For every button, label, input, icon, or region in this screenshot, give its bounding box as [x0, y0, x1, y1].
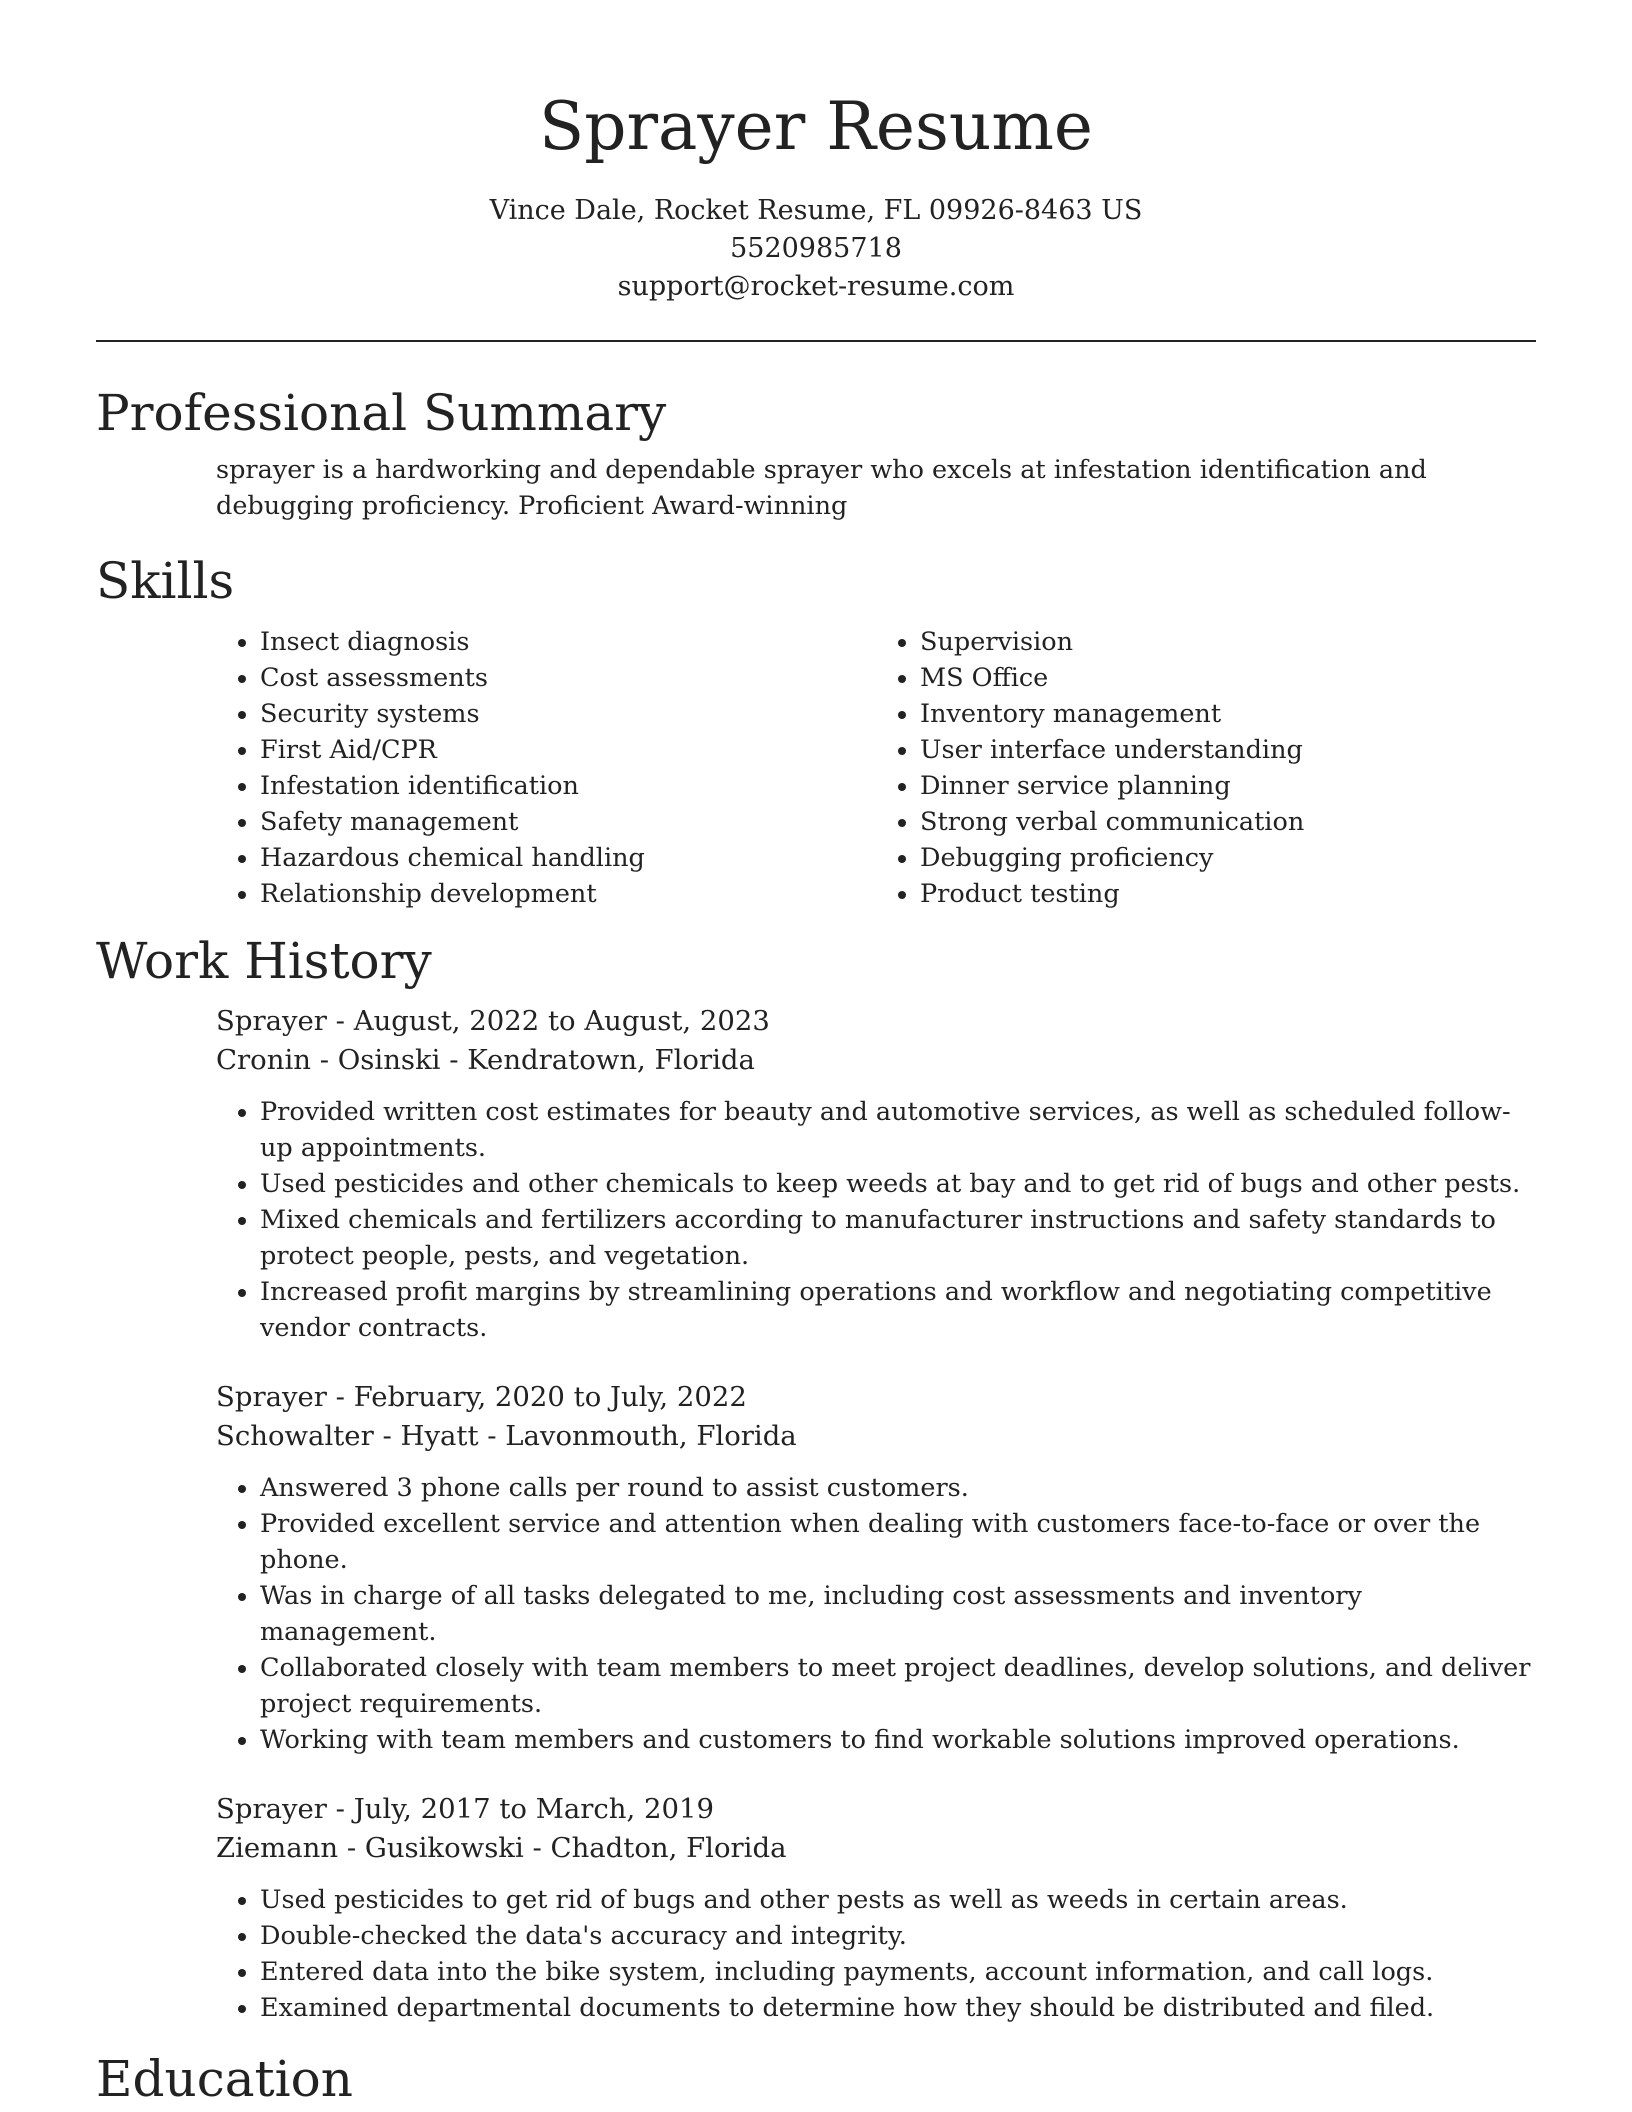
contact-phone: 5520985718: [730, 233, 902, 264]
summary-text: sprayer is a hardworking and dependable sprayer who excels at infestation identification and debugging proficiency. Proficient Award-winning: [216, 455, 1427, 521]
job-bullet: • Used pesticides to get rid of bugs and other pests as well as weeds in certain areas.: [260, 1882, 1536, 1918]
job-bullet: • Provided written cost estimates for beauty and automotive services, as well as scheduled follow-up appointments.: [260, 1094, 1536, 1166]
job-bullets: [216, 1470, 1536, 1758]
job-company: Cronin - Osinski - Kendratown, Florida: [216, 1044, 755, 1076]
skill-item: • Hazardous chemical handling: [260, 840, 876, 876]
skill-item: • Dinner service planning: [920, 768, 1536, 804]
skills-section: [96, 550, 1536, 912]
skill-item: • Cost assessments: [260, 660, 876, 696]
job-bullet: • Double-checked the data's accuracy and integrity.: [260, 1918, 1536, 1954]
job-bullet: • Working with team members and customers to find workable solutions improved operations.: [260, 1722, 1536, 1758]
skill-item: • Relationship development: [260, 876, 876, 912]
skill-item: • Infestation identification: [260, 768, 876, 804]
job-bullet: • Collaborated closely with team members to meet project deadlines, develop solutions, and deliver project requirements.: [260, 1650, 1536, 1722]
skill-item: • Debugging proficiency: [920, 840, 1536, 876]
job-bullet: • Examined departmental documents to determine how they should be distributed and filed.: [260, 1990, 1536, 2026]
job-bullet: • Used pesticides and other chemicals to keep weeds at bay and to get rid of bugs and other pests.: [260, 1166, 1536, 1202]
page-title: Sprayer Resume: [538, 88, 1093, 165]
skill-item: • User interface understanding: [920, 732, 1536, 768]
summary-heading: Professional Summary: [96, 384, 667, 442]
job-entry: [216, 1378, 1536, 1758]
job-entry: [216, 1790, 1536, 2026]
job-bullet: • Mixed chemicals and fertilizers according to manufacturer instructions and safety standards to protect people, pests, and vegetation.: [260, 1202, 1536, 1274]
skill-item: • First Aid/CPR: [260, 732, 876, 768]
education-section: [96, 2048, 1536, 2110]
job-bullets: [216, 1882, 1536, 2026]
header-divider: [96, 340, 1536, 342]
job-title: Sprayer - July, 2017 to March, 2019: [216, 1793, 714, 1825]
job-bullet: • Answered 3 phone calls per round to assist customers.: [260, 1470, 1536, 1506]
skill-item: • Inventory management: [920, 696, 1536, 732]
job-bullets: [216, 1094, 1536, 1346]
skill-item: • MS Office: [920, 660, 1536, 696]
resume-page: [96, 0, 1536, 2110]
job-title: Sprayer - February, 2020 to July, 2022: [216, 1381, 747, 1413]
contact-address: Vince Dale, Rocket Resume, FL 09926-8463 US: [489, 195, 1143, 226]
skills-list-left: [216, 624, 876, 912]
skill-item: • Product testing: [920, 876, 1536, 912]
work-history-heading: Work History: [96, 932, 432, 990]
resume-header: [96, 0, 1536, 306]
job-company: Ziemann - Gusikowski - Chadton, Florida: [216, 1832, 787, 1864]
job-bullet: • Was in charge of all tasks delegated to me, including cost assessments and inventory management.: [260, 1578, 1536, 1650]
work-history-section: [96, 930, 1536, 2026]
skill-item: • Security systems: [260, 696, 876, 732]
skill-item: • Safety management: [260, 804, 876, 840]
job-entry: [216, 1002, 1536, 1346]
skill-item: • Strong verbal communication: [920, 804, 1536, 840]
job-bullet: • Entered data into the bike system, including payments, account information, and call logs.: [260, 1954, 1536, 1990]
skills-list-right: [876, 624, 1536, 912]
summary-section: [96, 382, 1536, 524]
skill-item: • Insect diagnosis: [260, 624, 876, 660]
job-bullet: • Increased profit margins by streamlining operations and workflow and negotiating competitive vendor contracts.: [260, 1274, 1536, 1346]
skill-item: • Supervision: [920, 624, 1536, 660]
job-bullet: • Provided excellent service and attention when dealing with customers face-to-face or over the phone.: [260, 1506, 1536, 1578]
skills-heading: Skills: [96, 552, 235, 610]
job-company: Schowalter - Hyatt - Lavonmouth, Florida: [216, 1420, 797, 1452]
job-title: Sprayer - August, 2022 to August, 2023: [216, 1005, 770, 1037]
contact-email: support@rocket-resume.com: [617, 271, 1015, 302]
skills-columns: [216, 624, 1536, 912]
education-heading: Education: [96, 2050, 353, 2108]
